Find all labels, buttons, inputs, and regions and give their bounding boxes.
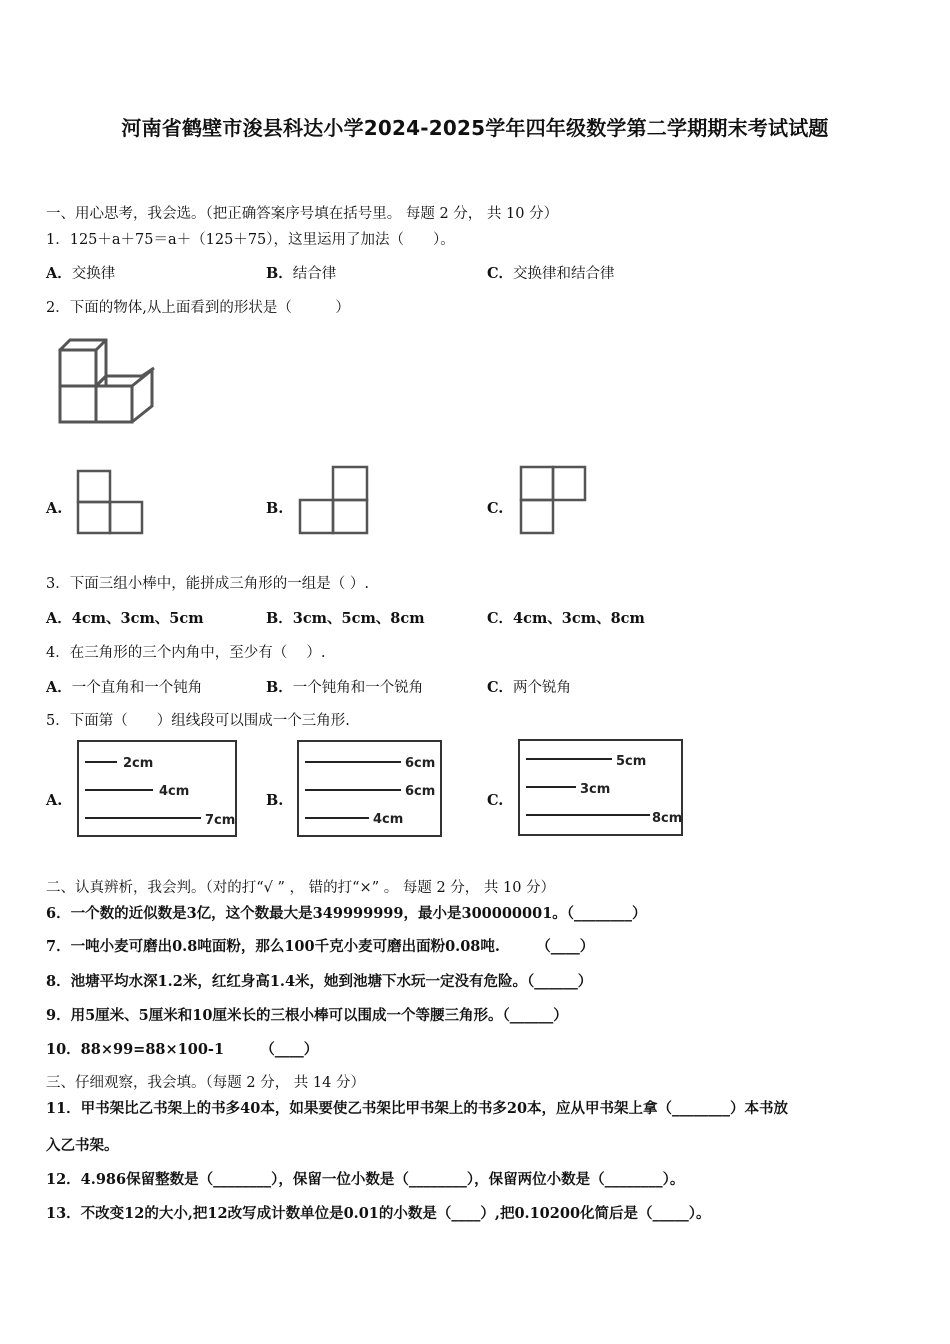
section3-heading: 三、仔细观察，我会填。（每题 2 分， 共 14 分） — [46, 1075, 365, 1091]
q5-option-b[interactable]: B. — [266, 792, 284, 809]
q2-option-a[interactable]: A. — [46, 500, 63, 517]
option-text: 交换律和结合律 — [513, 266, 615, 282]
option-text: 3cm、5cm、8cm — [292, 610, 425, 627]
q2-option-a-shape — [77, 470, 143, 534]
q5-option-b-sticks — [297, 740, 442, 838]
question-12: 12．4.986保留整数是（________），保留一位小数是（________），保留两位小数是（________）。 — [46, 1171, 685, 1188]
cube-stack-figure — [56, 338, 166, 428]
question-4: 4．在三角形的三个内角中，至少有（ ）. — [46, 645, 326, 661]
q2-option-c[interactable]: C. — [487, 500, 504, 517]
q4-option-b[interactable] — [266, 676, 423, 697]
question-13: 13．不改变12的大小,把12改写成计数单位是0.01的小数是（____）,把0.10200化简后是（_____）。 — [46, 1205, 711, 1222]
q4-option-a[interactable] — [46, 676, 202, 697]
question-6: 6．一个数的近似数是3亿，这个数最大是349999999，最小是300000001。（________） — [46, 905, 647, 922]
section1-heading: 一、用心思考，我会选。（把正确答案序号填在括号里。 每题 2 分， 共 10 分） — [46, 206, 559, 222]
q1-option-c[interactable] — [487, 262, 615, 283]
option-text: 4cm、3cm、8cm — [513, 610, 645, 627]
q3-option-a[interactable] — [46, 607, 204, 628]
stick-length-label: 4cm — [373, 812, 404, 827]
q5-option-a-sticks — [77, 740, 237, 838]
option-label: A． — [46, 679, 72, 696]
stick-length-label: 6cm — [405, 756, 436, 771]
option-text: 交换律 — [71, 266, 116, 282]
question-8: 8．池塘平均水深1.2米，红红身高1.4米，她到池塘下水玩一定没有危险。（______） — [46, 973, 593, 990]
q2-option-b-shape — [299, 466, 369, 534]
question-1: 1．125＋a＋75＝a＋（125＋75），这里运用了加法（ ）。 — [46, 232, 455, 248]
option-label: A． — [46, 610, 72, 627]
option-text: 4cm、3cm、5cm — [71, 610, 204, 627]
q1-option-b[interactable] — [266, 262, 336, 283]
option-label: B． — [266, 610, 293, 627]
q2-option-c-shape — [520, 466, 588, 534]
question-9: 9．用5厘米、5厘米和10厘米长的三根小棒可以围成一个等腰三角形。（______） — [46, 1007, 568, 1024]
question-7: 7．一吨小麦可磨出0.8吨面粉，那么100千克小麦可磨出面粉0.08吨. （____） — [46, 938, 595, 955]
question-11-continued: 入乙书架。 — [46, 1137, 119, 1154]
question-3: 3．下面三组小棒中，能拼成三角形的一组是（ ）. — [46, 576, 369, 592]
stick-length-label: 6cm — [405, 784, 436, 799]
option-text: 一个直角和一个钝角 — [71, 680, 203, 696]
stick-length-label: 7cm — [205, 813, 236, 828]
option-label: B． — [266, 265, 293, 282]
question-5: 5．下面第（ ）组线段可以围成一个三角形. — [46, 713, 350, 729]
option-label: C． — [487, 265, 514, 282]
stick-length-label: 4cm — [159, 784, 190, 799]
option-label: C． — [487, 610, 514, 627]
q2-option-b[interactable]: B. — [266, 500, 284, 517]
q5-option-c[interactable]: C. — [487, 792, 504, 809]
option-label: B． — [266, 679, 293, 696]
option-label: C． — [487, 679, 514, 696]
option-label: A． — [46, 265, 72, 282]
question-11: 11．甲书架比乙书架上的书多40本，如果要使乙书架比甲书架上的书多20本，应从甲书架上拿（________）本书放 — [46, 1100, 789, 1117]
q1-option-a[interactable] — [46, 262, 115, 283]
option-text: 两个锐角 — [513, 680, 572, 696]
page-title: 河南省鹤壁市浚县科达小学2024-2025学年四年级数学第二学期期末考试试题 — [121, 116, 829, 140]
option-text: 结合律 — [292, 266, 337, 282]
stick-length-label: 3cm — [580, 782, 611, 797]
q4-option-c[interactable] — [487, 676, 571, 697]
section2-heading: 二、认真辨析，我会判。（对的打“√ ” ， 错的打“×” 。 每题 2 分， 共 10 分） — [46, 880, 556, 896]
q5-option-a[interactable]: A. — [46, 792, 63, 809]
stick-length-label: 5cm — [616, 754, 647, 769]
stick-length-label: 2cm — [123, 756, 154, 771]
question-2: 2．下面的物体,从上面看到的形状是（ ） — [46, 300, 350, 316]
question-10: 10．88×99=88×100-1 （____） — [46, 1041, 319, 1058]
q3-option-c[interactable] — [487, 607, 645, 628]
option-text: 一个钝角和一个锐角 — [292, 680, 424, 696]
stick-length-label: 8cm — [652, 811, 683, 826]
q5-option-c-sticks — [518, 739, 683, 837]
q3-option-b[interactable] — [266, 607, 425, 628]
